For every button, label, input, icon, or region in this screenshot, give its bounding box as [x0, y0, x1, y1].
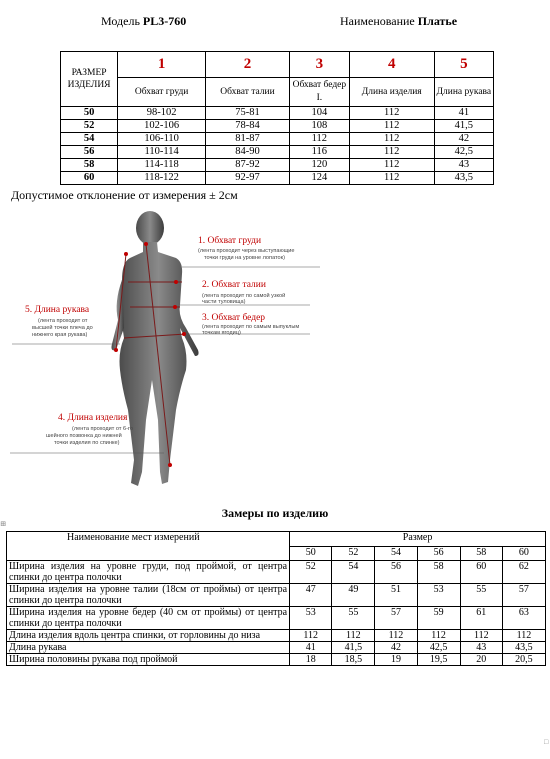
measurement-row	[7, 642, 546, 654]
measurement-value: 56	[375, 561, 417, 584]
size-cell: 52	[61, 120, 118, 133]
size-cell: 56	[61, 146, 118, 159]
measure-cell: 92-97	[206, 172, 290, 185]
label-length-note1: (лента проходит от 6-го	[72, 426, 134, 432]
model-line	[101, 14, 186, 29]
measure-cell: 112	[349, 120, 434, 133]
measurement-value: 19	[375, 654, 417, 666]
label-waist-note2: части туловища)	[202, 299, 246, 305]
measure-cell: 84-90	[206, 146, 290, 159]
measure-cell: 124	[289, 172, 349, 185]
measurement-name: Длина рукава	[7, 642, 290, 654]
measurement-value: 63	[502, 607, 545, 630]
measurement-value: 43,5	[502, 642, 545, 654]
product-table-title: Замеры по изделию	[221, 506, 329, 520]
size-row	[61, 133, 494, 146]
measurement-row	[7, 584, 546, 607]
label-length-note2: шейного позвонка до нижней	[46, 433, 122, 439]
measure-cell: 42	[434, 133, 493, 146]
label-sleeve-note1: (лента проходит от	[38, 318, 88, 324]
measurement-value: 55	[332, 607, 375, 630]
size-row	[61, 146, 494, 159]
measurement-value: 54	[332, 561, 375, 584]
label-hips-note2: точкам ягодиц)	[202, 330, 241, 336]
measure-cell: 112	[349, 107, 434, 120]
label-length	[46, 413, 133, 446]
measure-cell: 106-110	[118, 133, 206, 146]
measurement-figure	[10, 210, 350, 500]
measurement-value: 20,5	[502, 654, 545, 666]
name-header: Наименование мест измерений	[7, 532, 290, 561]
measurement-value: 52	[290, 561, 332, 584]
label-hips-note1: (лента проходит по самым выпуклым	[202, 324, 300, 330]
measure-cell: 43,5	[434, 172, 493, 185]
size-column-header: 58	[460, 546, 502, 561]
measure-cell: 116	[289, 146, 349, 159]
table-handle-icon: ⊞	[0, 520, 6, 528]
measurement-value: 18	[290, 654, 332, 666]
measurement-value: 61	[460, 607, 502, 630]
measurement-value: 49	[332, 584, 375, 607]
measurement-value: 43	[460, 642, 502, 654]
size-row	[61, 107, 494, 120]
col-number-1: 1	[118, 52, 206, 78]
product-name-line	[340, 14, 457, 29]
measure-cell: 41,5	[434, 120, 493, 133]
model-label: Модель	[101, 14, 140, 28]
tolerance-note: Допустимое отклонение от измерения ± 2см	[11, 188, 238, 202]
measure-cell: 43	[434, 159, 493, 172]
measure-cell: 75-81	[206, 107, 290, 120]
measure-cell: 110-114	[118, 146, 206, 159]
size-row-header: РАЗМЕР ИЗДЕЛИЯ	[61, 52, 118, 107]
measurement-name: Ширина изделия на уровне талии (18см от проймы) от центра спинки до центра полочки	[7, 584, 290, 607]
col-header-chest: Обхват груди	[118, 78, 206, 107]
measurement-name: Ширина изделия на уровне груди, под проймой, от центра спинки до центра полочки	[7, 561, 290, 584]
label-sleeve-title: 5. Длина рукава	[25, 305, 90, 315]
measurement-value: 51	[375, 584, 417, 607]
size-column-header: 60	[502, 546, 545, 561]
measurement-value: 112	[460, 630, 502, 642]
measurement-value: 47	[290, 584, 332, 607]
measurement-value: 42,5	[417, 642, 460, 654]
label-length-note3: точки изделия по спинке)	[54, 440, 120, 446]
col-number-2: 2	[206, 52, 290, 78]
measurement-value: 18,5	[332, 654, 375, 666]
measurement-row	[7, 561, 546, 584]
measurement-value: 112	[417, 630, 460, 642]
size-cell: 60	[61, 172, 118, 185]
size-column-header: 52	[332, 546, 375, 561]
label-hips	[202, 312, 299, 336]
size-column-header: 50	[290, 546, 332, 561]
product-name-value: Платье	[417, 14, 458, 28]
measure-cell: 81-87	[206, 133, 290, 146]
measurement-value: 20	[460, 654, 502, 666]
label-waist	[202, 279, 285, 305]
measurement-value: 112	[375, 630, 417, 642]
size-row	[61, 172, 494, 185]
label-chest-note1: (лента проходит через выступающие	[198, 248, 295, 254]
size-chart-table	[60, 51, 494, 185]
measurement-value: 42	[375, 642, 417, 654]
measure-cell: 104	[289, 107, 349, 120]
model-value: PL3-760	[142, 14, 187, 28]
measure-cell: 112	[349, 133, 434, 146]
size-row	[61, 159, 494, 172]
measurement-row	[7, 630, 546, 642]
measure-cell: 108	[289, 120, 349, 133]
mannequin-silhouette	[112, 211, 199, 486]
measure-cell: 120	[289, 159, 349, 172]
measurement-name: Ширина изделия на уровне бедер (40 см от проймы) от центра спинки до центра полочки	[7, 607, 290, 630]
resize-handle-icon: □	[544, 738, 549, 746]
measurement-value: 19,5	[417, 654, 460, 666]
label-sleeve-note3: нижнего края рукава)	[32, 332, 88, 338]
col-number-5: 5	[434, 52, 493, 78]
measurement-name: Длина изделия вдоль центра спинки, от горловины до низа	[7, 630, 290, 642]
label-waist-note1: (лента проходит по самой узкой	[202, 293, 286, 299]
measurement-value: 53	[417, 584, 460, 607]
measure-cell: 41	[434, 107, 493, 120]
col-header-length: Длина изделия	[349, 78, 434, 107]
measure-cell: 112	[349, 146, 434, 159]
col-header-hips: Обхват бедер I.	[289, 78, 349, 107]
measurement-value: 41	[290, 642, 332, 654]
measurement-row	[7, 607, 546, 630]
label-chest-note2: точки груди на уровне лопаток)	[204, 255, 285, 261]
col-number-3: 3	[289, 52, 349, 78]
label-sleeve-note2: высшей точки плеча до	[32, 325, 93, 331]
measure-cell: 98-102	[118, 107, 206, 120]
measurement-value: 112	[502, 630, 545, 642]
measure-cell: 118-122	[118, 172, 206, 185]
measure-cell: 114-118	[118, 159, 206, 172]
size-column-header: 56	[417, 546, 460, 561]
size-cell: 54	[61, 133, 118, 146]
measure-cell: 87-92	[206, 159, 290, 172]
col-header-waist: Обхват талии	[206, 78, 290, 107]
col-number-4: 4	[349, 52, 434, 78]
measurement-value: 55	[460, 584, 502, 607]
measurement-value: 41,5	[332, 642, 375, 654]
measurement-value: 58	[417, 561, 460, 584]
measure-cell: 102-106	[118, 120, 206, 133]
col-header-sleeve: Длина рукава	[434, 78, 493, 107]
label-sleeve	[25, 305, 93, 338]
size-column-header: 54	[375, 546, 417, 561]
label-chest-title: 1. Обхват груди	[198, 236, 262, 246]
measure-cell: 42,5	[434, 146, 493, 159]
measurement-value: 62	[502, 561, 545, 584]
measurement-value: 57	[375, 607, 417, 630]
product-name-label: Наименование	[340, 14, 415, 28]
measurement-value: 112	[290, 630, 332, 642]
measurement-row	[7, 654, 546, 666]
product-measurements-table	[6, 531, 546, 666]
size-cell: 50	[61, 107, 118, 120]
label-chest	[198, 235, 295, 261]
size-header: Размер	[290, 532, 546, 547]
label-waist-title: 2. Обхват талии	[202, 280, 266, 290]
label-hips-title: 3. Обхват бедер	[202, 313, 266, 323]
measure-cell: 112	[349, 159, 434, 172]
measurement-value: 60	[460, 561, 502, 584]
measure-cell: 112	[289, 133, 349, 146]
measurement-value: 53	[290, 607, 332, 630]
measure-cell: 78-84	[206, 120, 290, 133]
measurement-name: Ширина половины рукава под проймой	[7, 654, 290, 666]
size-row	[61, 120, 494, 133]
size-cell: 58	[61, 159, 118, 172]
measure-cell: 112	[349, 172, 434, 185]
measurement-value: 112	[332, 630, 375, 642]
label-length-title: 4. Длина изделия	[58, 413, 128, 423]
measurement-value: 59	[417, 607, 460, 630]
measurement-value: 57	[502, 584, 545, 607]
